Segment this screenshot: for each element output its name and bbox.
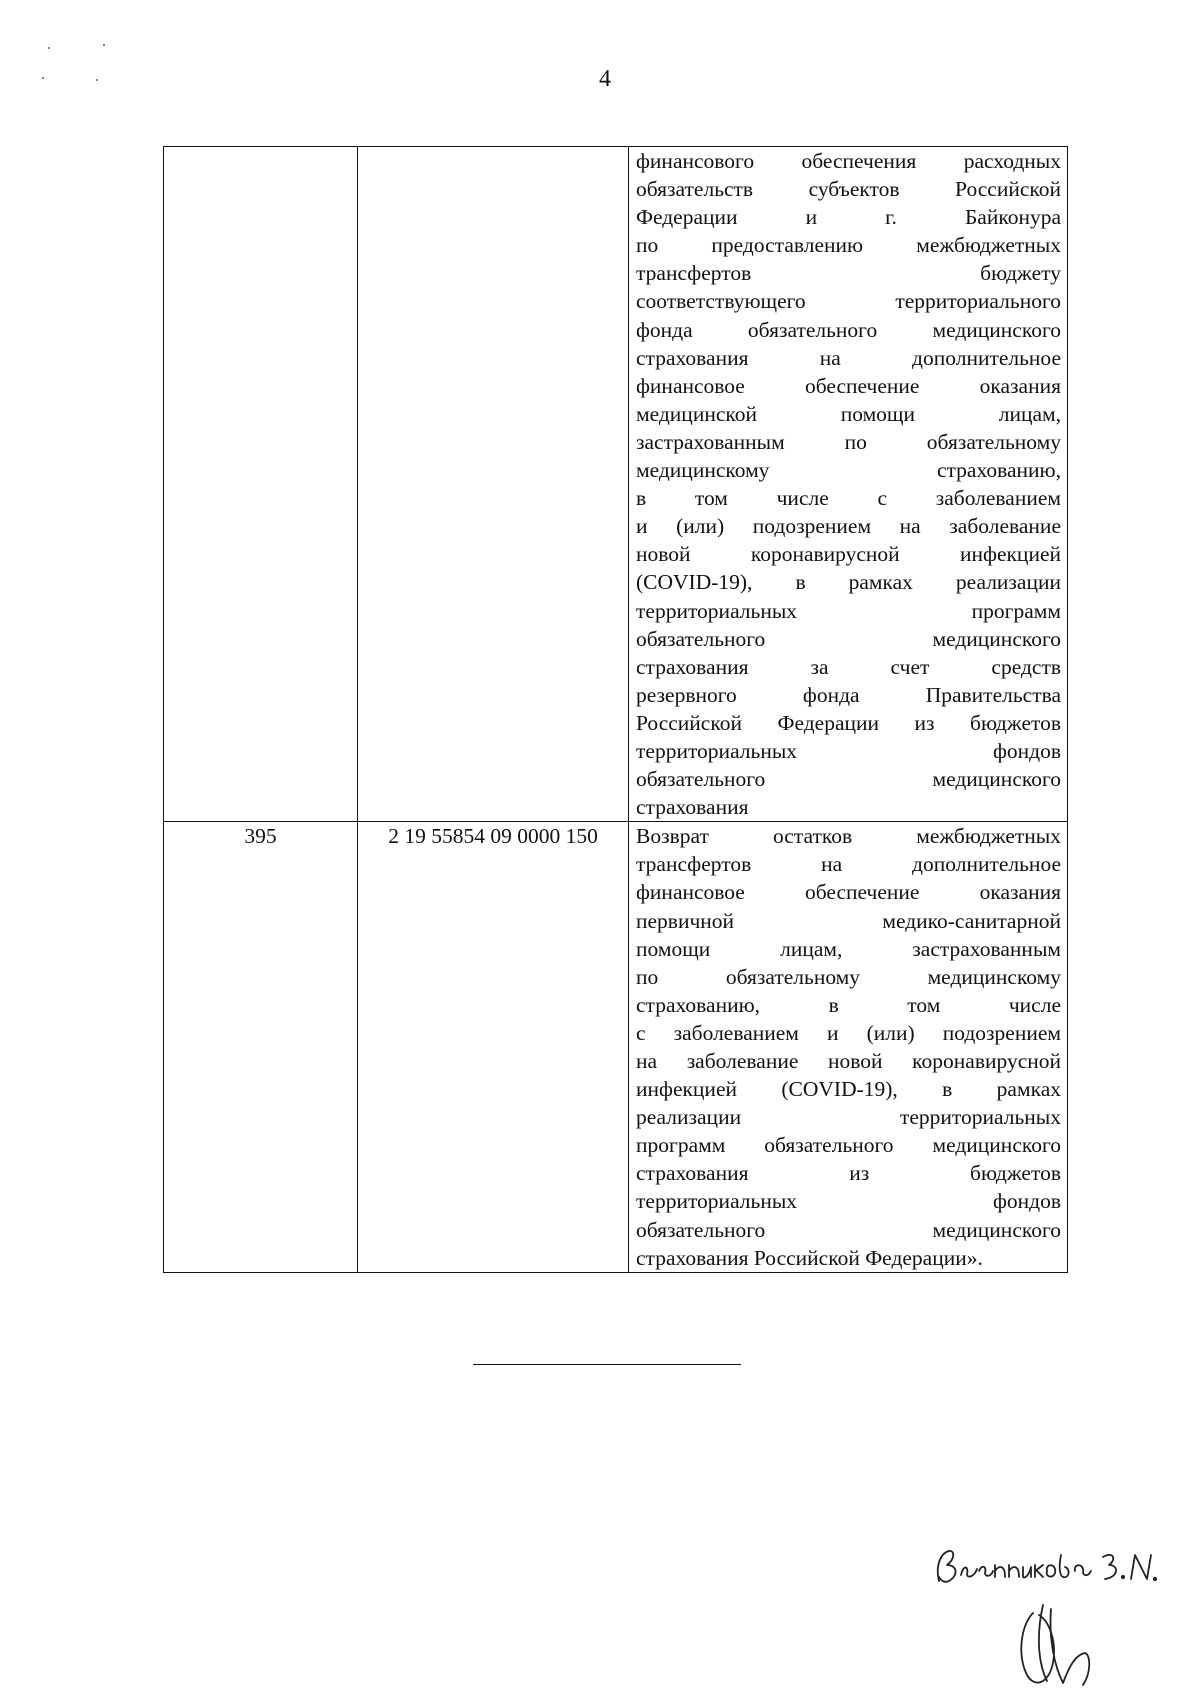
description-line: новой коронавирусной инфекцией (636, 542, 1061, 567)
description-line: резервного фонда Правительства (636, 682, 1061, 707)
row-description-cell (629, 147, 1068, 822)
row-code-cell (358, 147, 629, 822)
description-line: страхования за счет средств (636, 654, 1061, 679)
row-number-cell (164, 147, 358, 822)
row-code-cell: 2 19 55854 09 0000 150 (358, 822, 629, 1273)
description-line: помощи лицам, застрахованным (636, 936, 1061, 961)
description-line: финансовое обеспечение оказания (636, 880, 1061, 905)
description-line: с заболеванием и (или) подозрением (636, 1020, 1061, 1045)
table-row (164, 147, 1068, 822)
description-line: соответствующего территориального (636, 289, 1061, 314)
description-line: медицинской помощи лицам, (636, 401, 1061, 426)
description-line: реализации территориальных (636, 1105, 1061, 1130)
row-number-cell: 395 (164, 822, 358, 1273)
description-line: Возврат остатков межбюджетных (636, 824, 1061, 849)
description-line: программ обязательного медицинского (636, 1133, 1061, 1158)
description-line: фонда обязательного медицинского (636, 317, 1061, 342)
table-row (164, 822, 1068, 1273)
closing-rule (473, 1364, 741, 1365)
description-line: страхования (636, 795, 749, 820)
description-line: территориальных программ (636, 598, 1061, 623)
description-line: территориальных фондов (636, 1189, 1061, 1214)
description-line: трансфертов на дополнительное (636, 852, 1061, 877)
description-line: медицинскому страхованию, (636, 458, 1061, 483)
description-line: инфекцией (COVID-19), в рамках (636, 1077, 1061, 1102)
description-line: обязательного медицинского (636, 767, 1061, 792)
description-line: страхованию, в том числе (636, 992, 1061, 1017)
row-description-cell (629, 822, 1068, 1273)
description-line: обязательств субъектов Российской (636, 177, 1061, 202)
description-line: страхования на дополнительное (636, 345, 1061, 370)
description-line: территориальных фондов (636, 738, 1061, 763)
description-line: финансового обеспечения расходных (636, 149, 1061, 173)
description-line: в том числе с заболеванием (636, 486, 1061, 511)
document-table (163, 146, 1068, 1273)
description-line: Российской Федерации из бюджетов (636, 710, 1061, 735)
handwritten-signature (925, 1535, 1190, 1695)
description-line: (COVID-19), в рамках реализации (636, 570, 1061, 595)
description-line: на заболевание новой коронавирусной (636, 1049, 1061, 1073)
description-line: Федерации и г. Байконура (636, 205, 1061, 230)
description-line: страхования Российской Федерации». (636, 1245, 983, 1270)
description-line: страхования из бюджетов (636, 1161, 1061, 1186)
description-line: и (или) подозрением на заболевание (636, 514, 1061, 539)
description-line: обязательного медицинского (636, 1217, 1061, 1242)
description-line: по обязательному медицинскому (636, 964, 1061, 989)
description-line: обязательного медицинского (636, 626, 1061, 651)
description-line: застрахованным по обязательному (636, 429, 1061, 454)
description-line: трансфертов бюджету (636, 261, 1061, 286)
description-line: финансовое обеспечение оказания (636, 373, 1061, 398)
description-line: первичной медико-санитарной (636, 908, 1061, 933)
page-number: 4 (599, 66, 611, 92)
description-line: по предоставлению межбюджетных (636, 233, 1061, 258)
